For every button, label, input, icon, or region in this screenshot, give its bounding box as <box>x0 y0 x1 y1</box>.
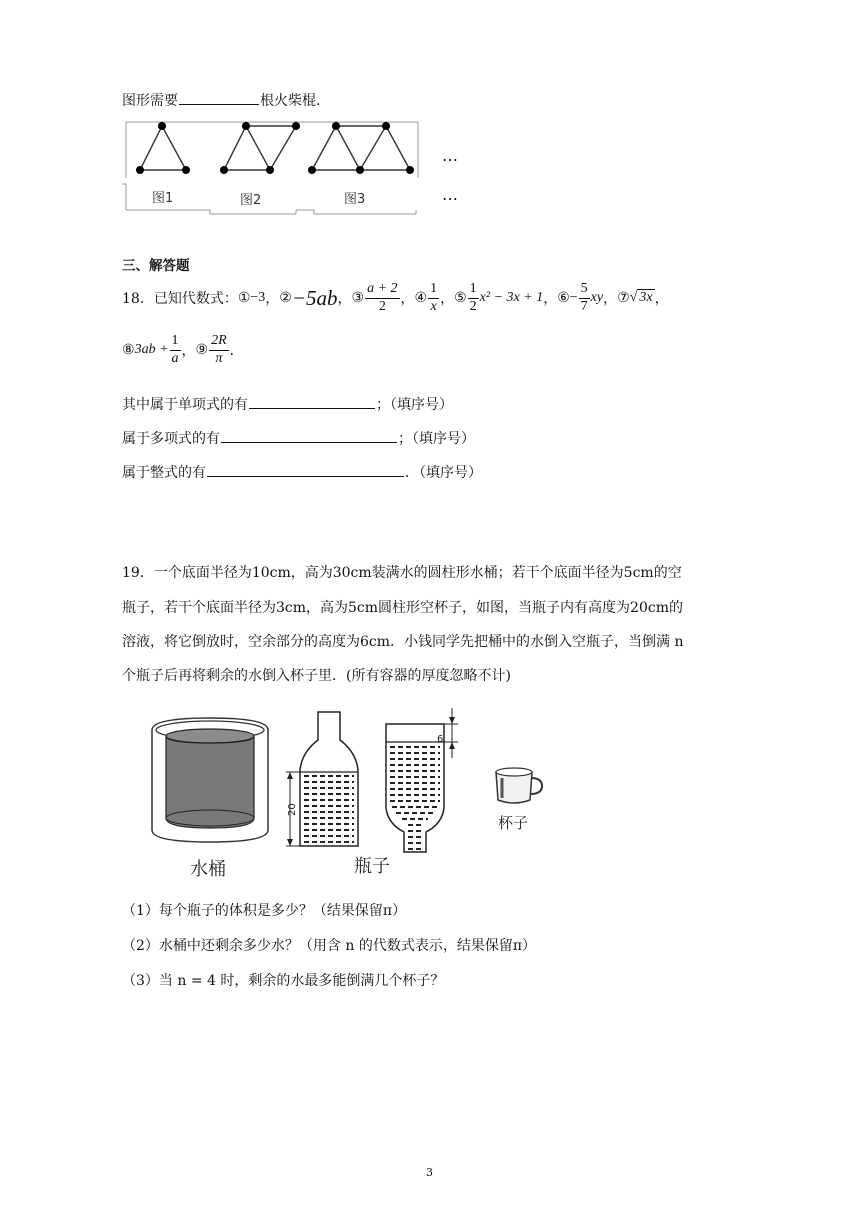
q18-item8-frac <box>170 333 181 366</box>
q18-item4-num: 1 <box>428 281 439 298</box>
q18-item3-mark: ③ <box>351 290 365 306</box>
q18-polynomial-line <box>122 428 475 448</box>
q18-monomial-hint: ；（填序号） <box>376 397 453 413</box>
q17-text-before: 图形需要 <box>122 93 178 109</box>
q18-item7-mark: ⑦ <box>617 290 630 306</box>
period: ． <box>229 343 244 359</box>
q18-item1-expr: −3 <box>250 290 266 305</box>
containers-figure <box>140 700 560 882</box>
separator: ， <box>440 291 455 307</box>
separator: ， <box>603 291 618 307</box>
q18-monomial-label: 其中属于单项式的有 <box>122 397 248 413</box>
dimension-20-label: 20 <box>287 803 298 816</box>
separator: ， <box>337 291 352 307</box>
separator: ， <box>654 291 669 307</box>
q18-item5-mark: ⑤ <box>454 290 467 306</box>
radical-sign-icon: √ <box>629 290 638 305</box>
polynomial-answer-blank[interactable] <box>221 441 397 443</box>
q18-lead: 已知代数式： <box>153 291 238 307</box>
cup-label: 杯子 <box>498 814 529 832</box>
q18-item8-den: a <box>171 350 179 366</box>
q18-item4-mark: ④ <box>414 290 428 306</box>
matchstick-figure <box>118 114 478 218</box>
separator: ， <box>181 343 196 359</box>
q19-line3: 溶液，将它倒放时，空余部分的高度为6cm．小钱同学先把桶中的水倒入空瓶子，当倒满 n <box>122 634 684 650</box>
q18-item6-rest: xy <box>590 290 604 305</box>
inverted-bottle-icon <box>386 708 458 852</box>
q18-item8-mark: ⑧ <box>122 342 135 358</box>
bucket-icon <box>152 718 268 842</box>
section-heading: 三、解答题 <box>122 258 190 274</box>
q18-item4-frac <box>428 281 439 314</box>
q18-item3-den: 2 <box>378 298 386 314</box>
bottle-label: 瓶子 <box>354 856 390 877</box>
q18-item2-mark: ② <box>279 290 292 306</box>
q18-item5-den: 2 <box>469 298 477 314</box>
bottle-icon <box>286 712 358 846</box>
q19-part1: （1）每个瓶子的体积是多少？（结果保留π） <box>122 903 407 919</box>
q18-item6-sign: − <box>569 290 578 305</box>
q18-line1 <box>122 280 669 316</box>
dimension-6-label: 6 <box>437 734 444 745</box>
fig2-label: 图2 <box>240 193 262 208</box>
q19-line4: 个瓶子后再将剩余的水倒入杯子里．(所有容器的厚度忽略不计) <box>122 668 511 684</box>
q18-item6-mark: ⑥ <box>557 290 570 306</box>
ellipsis-bottom: … <box>442 185 458 204</box>
q18-line2 <box>122 332 244 368</box>
q18-item5-frac <box>468 281 479 314</box>
q18-integral-hint: ．（填序号） <box>405 465 482 481</box>
q18-item1-mark: ① <box>237 290 251 306</box>
q19-part2: （2）水桶中还剩余多少水？（用含 n 的代数式表示，结果保留π） <box>122 938 537 954</box>
q18-item6-num: 5 <box>579 281 590 298</box>
q19-line1: 19．一个底面半径为10cm，高为30cm装满水的圆柱形水桶；若干个底面半径为5cm的空 <box>122 565 682 581</box>
q18-item3-frac <box>365 281 399 314</box>
page-number: 3 <box>426 1166 433 1179</box>
q17-text-after: 根火柴棍． <box>260 93 330 109</box>
q18-item7-radicand: 3x <box>639 290 653 305</box>
q18-monomial-line <box>122 394 453 414</box>
cup-icon <box>496 768 542 803</box>
q18-item6-den: 7 <box>580 298 588 314</box>
separator: ， <box>400 291 415 307</box>
separator: ， <box>265 291 280 307</box>
q18-polynomial-hint: ；（填序号） <box>398 431 475 447</box>
q18-item9-mark: ⑨ <box>195 342 209 358</box>
fig3-label: 图3 <box>344 192 366 207</box>
q18-item3-num: a + 2 <box>365 281 399 298</box>
q18-item6-frac <box>579 281 590 314</box>
q18-item7-sqrt <box>630 290 655 306</box>
bucket-label: 水桶 <box>190 859 226 880</box>
q18-item2-expr: −5ab <box>291 285 338 310</box>
q18-number: 18． <box>122 291 154 307</box>
q18-item4-den: x <box>430 298 437 314</box>
q18-item5-num: 1 <box>468 281 479 298</box>
q19-line2: 瓶子，若干个底面半径为3cm，高为5cm圆柱形空杯子，如图，当瓶子内有高度为20cm的 <box>122 600 683 616</box>
q18-item9-num: 2R <box>209 333 229 350</box>
separator: ， <box>543 291 558 307</box>
q18-item9-den: π <box>215 350 223 366</box>
q18-polynomial-label: 属于多项式的有 <box>122 431 220 447</box>
q19-part3: （3）当 n = 4 时，剩余的水最多能倒满几个杯子？ <box>122 973 445 989</box>
fig1-label: 图1 <box>152 191 174 206</box>
ellipsis-top: … <box>442 146 458 165</box>
q18-integral-label: 属于整式的有 <box>122 465 206 481</box>
q17-tail <box>122 90 330 110</box>
q18-item5-rest: x² − 3x + 1 <box>479 290 544 305</box>
integral-answer-blank[interactable] <box>207 475 404 477</box>
q18-item8-num: 1 <box>170 333 181 350</box>
q18-item9-frac <box>209 333 229 366</box>
q17-answer-blank[interactable] <box>179 103 259 105</box>
monomial-answer-blank[interactable] <box>249 407 375 409</box>
q18-item8-pre: 3ab + <box>134 342 169 357</box>
q18-integral-line <box>122 462 482 482</box>
